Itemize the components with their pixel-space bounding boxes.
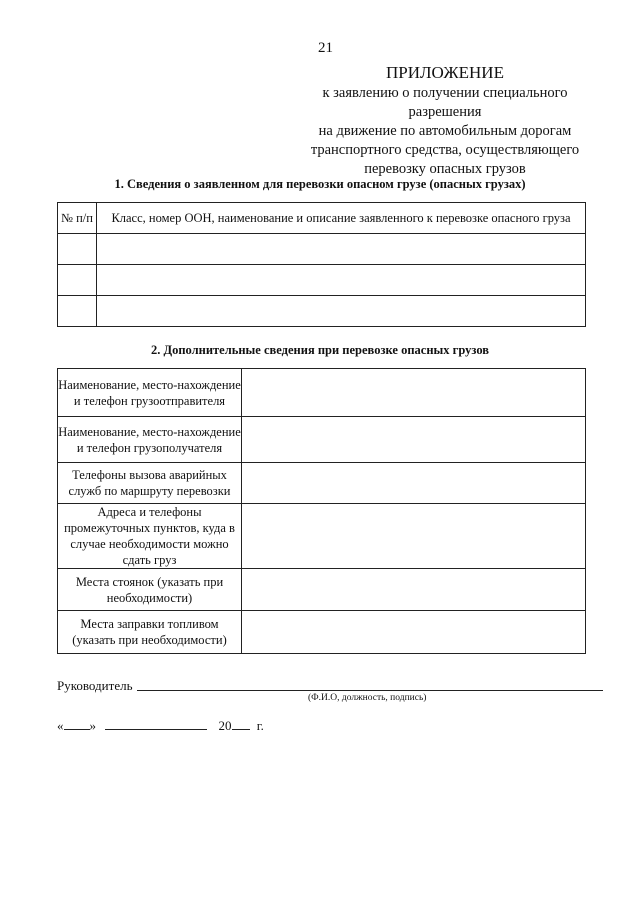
table-row — [58, 569, 586, 611]
table-row — [58, 463, 586, 504]
shipper-value[interactable] — [242, 369, 586, 417]
cargo-table — [57, 202, 586, 327]
intermediate-points-label: Адреса и телефоны промежуточных пунктов, куда в случае необходимости можно сдать груз — [58, 504, 242, 569]
cell-number[interactable] — [58, 296, 97, 327]
section-2-title: 2. Дополнительные сведения при перевозке опасных грузов — [150, 343, 490, 357]
cargo-table-header — [58, 203, 586, 234]
date-day-field[interactable] — [64, 717, 90, 730]
date-month-field[interactable] — [105, 717, 207, 730]
column-header-number: № п/п — [58, 203, 97, 234]
consignee-value[interactable] — [242, 417, 586, 463]
section-1-title: 1. Сведения о заявленном для перевозки опасном грузе (опасных грузах) — [114, 177, 526, 191]
table-row — [58, 296, 586, 327]
table-row — [58, 417, 586, 463]
table-row — [58, 234, 586, 265]
date-year-prefix: 20 — [218, 718, 232, 733]
intermediate-points-value[interactable] — [242, 504, 586, 569]
table-row — [58, 611, 586, 654]
parking-places-label: Места стоянок (указать при необходимости) — [58, 569, 242, 611]
consignee-label: Наименование, место-нахождение и телефон грузополучателя — [58, 417, 242, 463]
refueling-places-label: Места заправки топливом (указать при необходимости) — [58, 611, 242, 654]
appendix-header — [285, 63, 605, 179]
table-row — [58, 369, 586, 417]
cell-description[interactable] — [97, 265, 586, 296]
cell-description[interactable] — [97, 296, 586, 327]
date-year-field[interactable] — [232, 717, 250, 730]
date-close-quote: » — [89, 718, 96, 733]
emergency-phones-value[interactable] — [242, 463, 586, 504]
date-year-suffix: г. — [256, 718, 264, 733]
cell-number[interactable] — [58, 234, 97, 265]
additional-info-table — [57, 368, 586, 654]
appendix-line-4: перевозку опасных грузов — [364, 161, 526, 177]
signature-caption: (Ф.И.О, должность, подпись) — [308, 693, 427, 703]
cell-number[interactable] — [58, 265, 97, 296]
table-row — [58, 504, 586, 569]
appendix-label: ПРИЛОЖЕНИЕ — [386, 63, 504, 82]
appendix-line-1: к заявлению о получении специального разрешения — [322, 85, 568, 120]
column-header-description: Класс, номер ООН, наименование и описание заявленного к перевозке опасного груза — [97, 203, 586, 234]
refueling-places-value[interactable] — [242, 611, 586, 654]
signature-label: Руководитель — [57, 678, 133, 693]
signature-line[interactable] — [137, 690, 603, 691]
shipper-label: Наименование, место-нахождение и телефон грузоотправителя — [58, 369, 242, 417]
table-row — [58, 265, 586, 296]
emergency-phones-label: Телефоны вызова аварийных служб по маршруту перевозки — [58, 463, 242, 504]
appendix-line-3: транспортного средства, осуществляющего — [310, 142, 580, 158]
date-row — [57, 717, 264, 734]
cell-description[interactable] — [97, 234, 586, 265]
appendix-line-2: на движение по автомобильным дорогам — [318, 123, 572, 139]
parking-places-value[interactable] — [242, 569, 586, 611]
date-open-quote: « — [57, 718, 64, 733]
page-number: 21 — [318, 40, 333, 56]
